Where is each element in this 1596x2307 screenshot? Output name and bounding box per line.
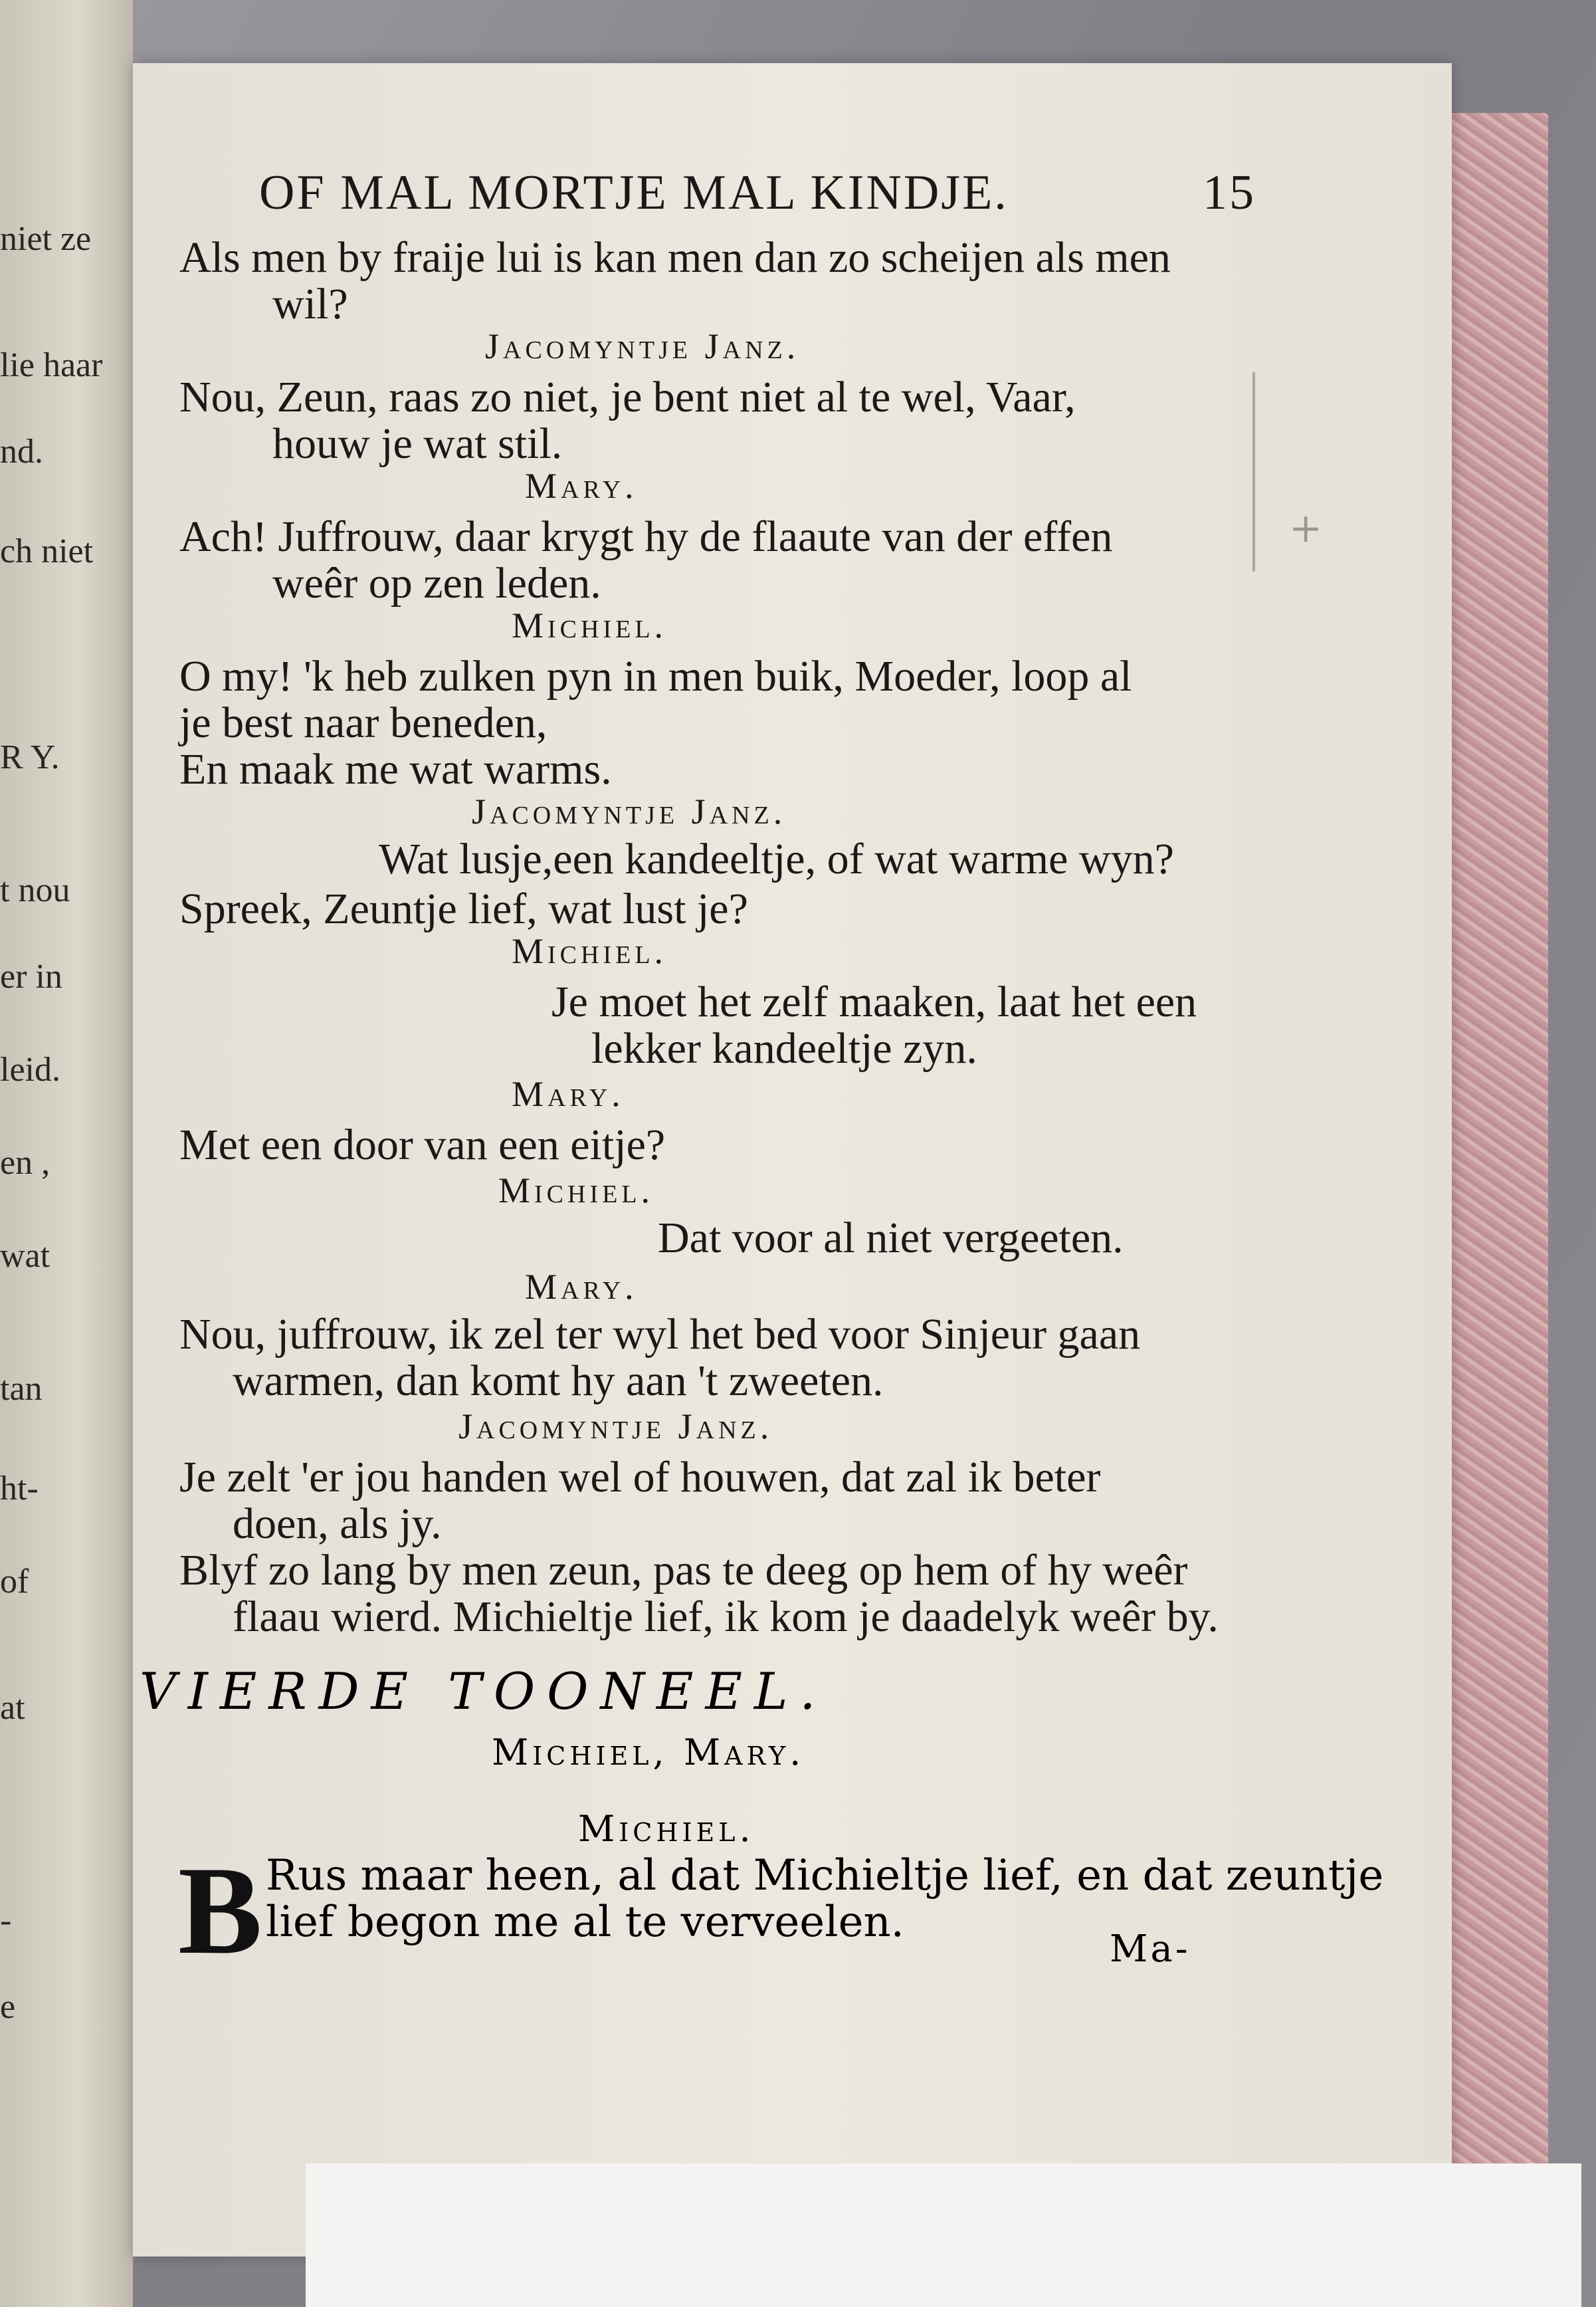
dialogue-line: flaau wierd. Michieltje lief, ik kom je daadelyk weêr by. xyxy=(233,1593,1219,1641)
facing-page-fragment: en , xyxy=(0,1144,50,1182)
speaker-name: Michiel. xyxy=(512,605,668,645)
facing-page-fragment: - xyxy=(0,1902,12,1939)
dialogue-line: je best naar beneden, xyxy=(179,699,548,747)
facing-page-edge xyxy=(0,0,133,2307)
dialogue-line: houw je wat stil. xyxy=(272,419,563,468)
catchword: Ma- xyxy=(1110,1927,1191,1971)
dialogue-line: lekker kandeeltje zyn. xyxy=(591,1024,977,1073)
pencil-margin-line xyxy=(1252,372,1255,572)
facing-page-fragment: nd. xyxy=(0,433,43,471)
dialogue-line: Dat voor al niet vergeeten. xyxy=(658,1214,1124,1262)
dialogue-line: weêr op zen leden. xyxy=(272,559,601,607)
dialogue-line: warmen, dan komt hy aan 't zweeten. xyxy=(233,1357,884,1405)
speaker-name: Jacomyntje Janz. xyxy=(458,1406,773,1446)
dialogue-line: Je zelt 'er jou handen wel of houwen, dat zal ik beter xyxy=(179,1453,1101,1501)
speaker-name: Michiel. xyxy=(498,1170,654,1210)
facing-page-fragment: e xyxy=(0,1988,16,2026)
facing-page-fragment: t nou xyxy=(0,871,70,909)
dialogue-line: Ach! Juffrouw, daar krygt hy de flaaute van der effen xyxy=(179,512,1113,561)
dialogue-line: wil? xyxy=(272,280,348,328)
facing-page-fragment: ch niet xyxy=(0,532,94,570)
facing-page-fragment: tan xyxy=(0,1370,43,1408)
facing-page-fragment: at xyxy=(0,1689,25,1727)
dialogue-line: O my! 'k heb zulken pyn in men buik, Moeder, loop al xyxy=(179,652,1132,701)
dialogue-line: Je moet het zelf maaken, laat het een xyxy=(551,978,1197,1026)
dialogue-line: En maak me wat warms. xyxy=(179,745,612,794)
speaker-name: Jacomyntje Janz. xyxy=(472,792,787,831)
dialogue-line: Spreek, Zeuntje lief, wat lust je? xyxy=(179,885,748,933)
pencil-margin-cross: + xyxy=(1289,505,1323,552)
drop-capital: B xyxy=(178,1841,262,1981)
scene-line-2: lief begon me al te verveelen. xyxy=(266,1898,904,1947)
speaker-name: Mary. xyxy=(512,1074,625,1114)
speaker-name: Mary. xyxy=(525,466,638,506)
dialogue-line: Wat lusje,een kandeeltje, of wat warme wyn? xyxy=(379,835,1174,883)
facing-page-fragment: leid. xyxy=(0,1051,60,1089)
scene-speaker: Michiel. xyxy=(578,1808,755,1850)
facing-page-fragment: of xyxy=(0,1563,29,1600)
dialogue-line: Met een door van een eitje? xyxy=(179,1121,666,1169)
facing-page-fragment: er in xyxy=(0,958,62,996)
speaker-name: Michiel. xyxy=(512,931,668,971)
dialogue-line: Nou, juffrouw, ik zel ter wyl het bed voor Sinjeur gaan xyxy=(179,1310,1141,1359)
facing-page-fragment: niet ze xyxy=(0,220,92,258)
facing-page-fragment: wat xyxy=(0,1237,50,1275)
dialogue-line: Nou, Zeun, raas zo niet, je bent niet al te wel, Vaar, xyxy=(179,373,1076,421)
scene-heading: VIERDE TOONEEL. xyxy=(140,1662,828,1721)
facing-page-fragment: R Y. xyxy=(0,738,60,776)
marbled-cover-edge xyxy=(1448,113,1548,2273)
dialogue-line: doen, als jy. xyxy=(233,1499,442,1548)
page-number: 15 xyxy=(1203,165,1256,220)
facing-page-fragment: lie haar xyxy=(0,346,103,384)
scene-characters: Michiel, Mary. xyxy=(492,1731,805,1773)
running-title: OF MAL MORTJE MAL KINDJE. xyxy=(259,165,1009,220)
running-header xyxy=(259,165,1256,218)
dialogue-line: Blyf zo lang by men zeun, pas te deeg op hem of hy weêr xyxy=(179,1546,1188,1594)
speaker-name: Mary. xyxy=(525,1267,638,1307)
white-label-strip xyxy=(306,2163,1581,2307)
facing-page-fragment: ht- xyxy=(0,1470,39,1507)
dialogue-line: Als men by fraije lui is kan men dan zo scheijen als men xyxy=(179,233,1171,282)
speaker-name: Jacomyntje Janz. xyxy=(485,326,800,366)
scene-line-1: Rus maar heen, al dat Michieltje lief, en dat zeuntje xyxy=(266,1851,1384,1900)
